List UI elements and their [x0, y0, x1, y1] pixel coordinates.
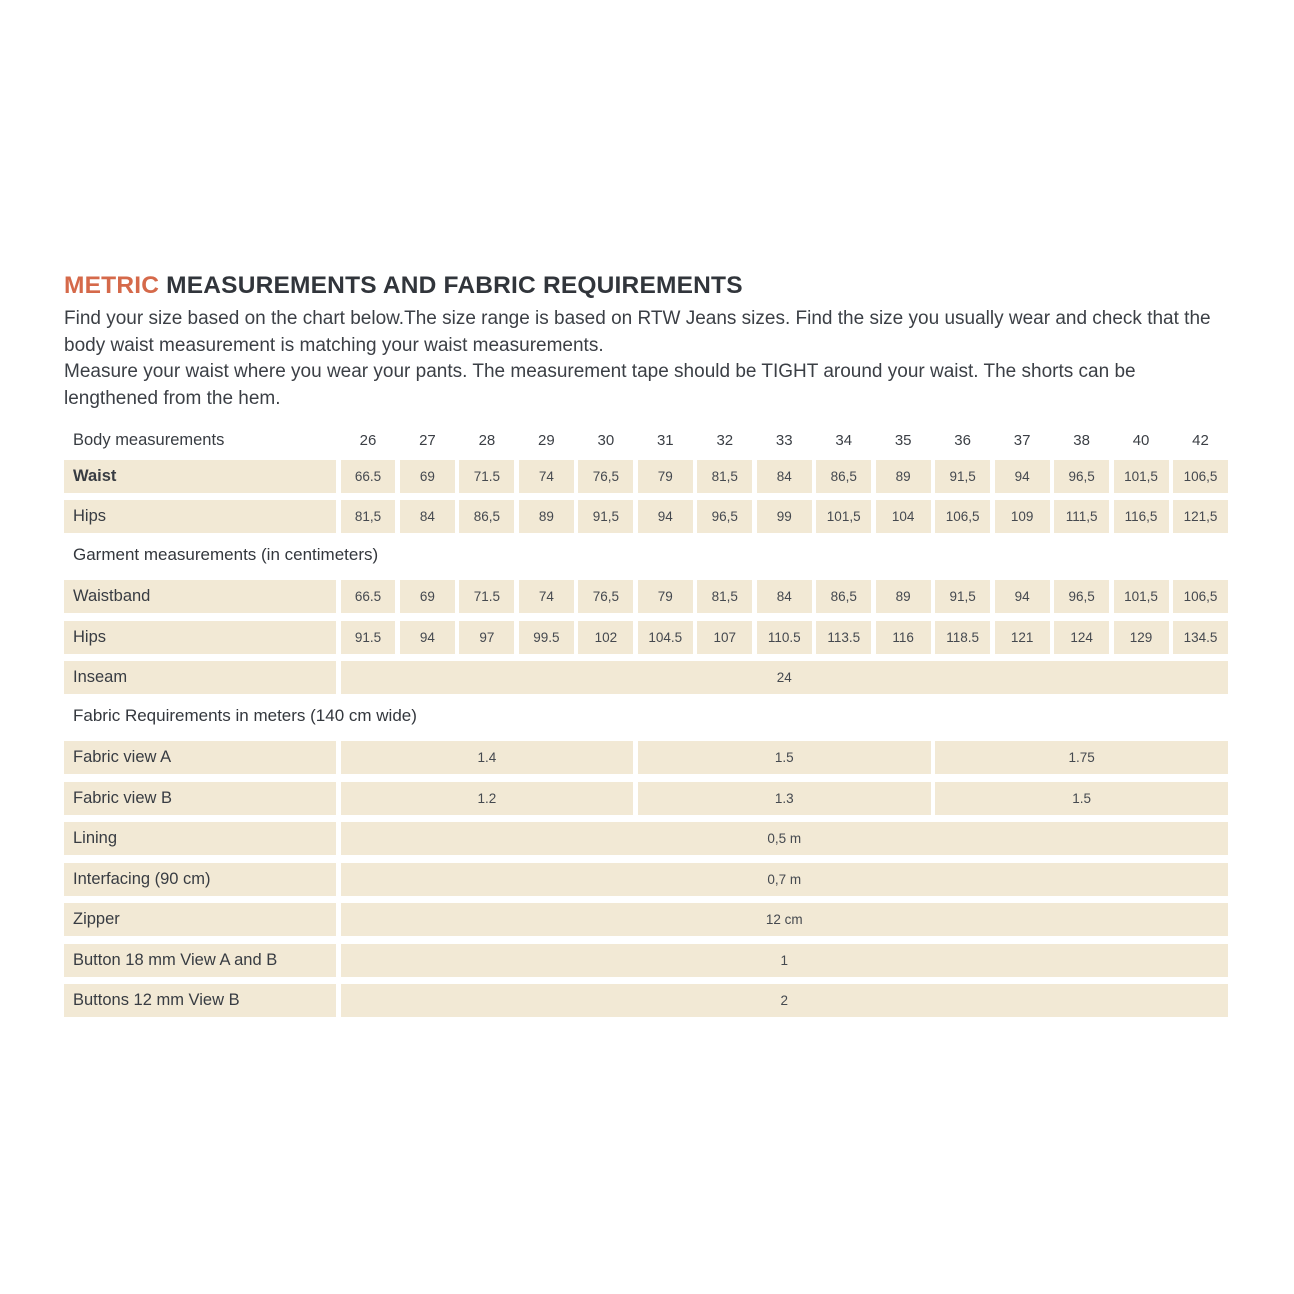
- row-label: Lining: [64, 822, 336, 855]
- table-row: [64, 863, 1228, 896]
- value-cell: 91,5: [578, 500, 633, 533]
- table-row: [64, 741, 1228, 774]
- size-column-header: 31: [656, 432, 674, 450]
- row-label: Hips: [64, 500, 336, 533]
- value-cell: 81,5: [697, 580, 752, 613]
- table-row: [64, 903, 1228, 936]
- value-cell: 89: [876, 460, 931, 493]
- value-cell: 111,5: [1054, 500, 1109, 533]
- row-label: Interfacing (90 cm): [64, 863, 336, 896]
- value-cell: 96,5: [697, 500, 752, 533]
- size-column-header: 40: [1132, 432, 1150, 450]
- value-cell: 79: [638, 580, 693, 613]
- value-cell: 84: [757, 580, 812, 613]
- value-cell: 104: [876, 500, 931, 533]
- page-title-main: MEASUREMENTS AND FABRIC REQUIREMENTS: [159, 272, 743, 299]
- size-column-header: 26: [359, 432, 377, 450]
- value-cell: 106,5: [935, 500, 990, 533]
- value-cell: 134.5: [1173, 621, 1228, 654]
- value-cell: 89: [876, 580, 931, 613]
- value-cell: 81,5: [341, 500, 396, 533]
- span-value-cell: 24: [341, 661, 1229, 694]
- table-row: [64, 460, 1228, 493]
- value-cell: 66.5: [341, 580, 396, 613]
- table-row: [64, 580, 1228, 613]
- value-cell: 69: [400, 460, 455, 493]
- table-row: [64, 661, 1228, 694]
- value-cell: 69: [400, 580, 455, 613]
- value-cell: 89: [519, 500, 574, 533]
- value-cell: 101,5: [1114, 580, 1169, 613]
- value-cell: 116: [876, 621, 931, 654]
- value-cell: 84: [400, 500, 455, 533]
- value-cell: 91.5: [341, 621, 396, 654]
- row-label: Waistband: [64, 580, 336, 613]
- row-label: Body measurements: [73, 431, 225, 450]
- row-label: Buttons 12 mm View B: [64, 984, 336, 1017]
- value-cell: 91,5: [935, 580, 990, 613]
- value-cell: 96,5: [1054, 580, 1109, 613]
- value-cell: 101,5: [1114, 460, 1169, 493]
- size-header-row: [64, 426, 1228, 456]
- measurement-table: [64, 426, 1228, 1018]
- value-cell: 96,5: [1054, 460, 1109, 493]
- size-column-header: 27: [419, 432, 436, 450]
- value-cell: 129: [1114, 621, 1169, 654]
- value-cell: 121,5: [1173, 500, 1228, 533]
- row-label: Waist: [64, 460, 336, 493]
- value-cell: 101,5: [816, 500, 871, 533]
- value-cell: 74: [519, 580, 574, 613]
- size-column-header: 42: [1192, 432, 1209, 450]
- size-column-header: 33: [775, 432, 793, 450]
- table-row: [64, 782, 1228, 815]
- value-cell: 76,5: [578, 460, 633, 493]
- value-cell: 86,5: [816, 460, 871, 493]
- value-cell: 106,5: [1173, 460, 1228, 493]
- intro-paragraph-1: Find your size based on the chart below.The size range is based on RTW Jeans sizes. Find the size you usually wear and check that the body waist measurement is matching your waist measurements.: [64, 308, 1211, 356]
- value-cell: 74: [519, 460, 574, 493]
- value-cell: 99: [757, 500, 812, 533]
- table-row: [64, 621, 1228, 654]
- value-cell: 94: [638, 500, 693, 533]
- group-value-cell: 1.5: [935, 782, 1228, 815]
- value-cell: 104.5: [638, 621, 693, 654]
- value-cell: 66.5: [341, 460, 396, 493]
- page-title: [64, 273, 1228, 299]
- span-value-cell: 1: [341, 944, 1229, 977]
- table-row: [64, 944, 1228, 977]
- section-header: Garment measurements (in centimeters): [73, 545, 379, 565]
- value-cell: 109: [995, 500, 1050, 533]
- value-cell: 94: [995, 580, 1050, 613]
- value-cell: 113.5: [816, 621, 871, 654]
- size-column-header: 35: [894, 432, 912, 450]
- size-column-header: 36: [954, 432, 971, 450]
- value-cell: 124: [1054, 621, 1109, 654]
- intro-paragraph-2: Measure your waist where you wear your pants. The measurement tape should be TIGHT around your waist. The shorts can be lengthened from the hem.: [64, 361, 1136, 410]
- size-column-header: 34: [835, 432, 853, 450]
- table-row: [64, 500, 1228, 533]
- value-cell: 106,5: [1173, 580, 1228, 613]
- row-label: Fabric view A: [64, 741, 336, 774]
- value-cell: 116,5: [1114, 500, 1169, 533]
- value-cell: 97: [459, 621, 514, 654]
- group-value-cell: 1.3: [638, 782, 931, 815]
- row-label: Zipper: [64, 903, 336, 936]
- value-cell: 102: [578, 621, 633, 654]
- row-label: Fabric view B: [64, 782, 336, 815]
- value-cell: 76,5: [578, 580, 633, 613]
- value-cell: 86,5: [459, 500, 514, 533]
- section-header: Fabric Requirements in meters (140 cm wide): [73, 706, 417, 726]
- value-cell: 118.5: [935, 621, 990, 654]
- size-column-header: 30: [597, 432, 615, 450]
- group-value-cell: 1.4: [341, 741, 634, 774]
- value-cell: 84: [757, 460, 812, 493]
- value-cell: 99.5: [519, 621, 574, 654]
- value-cell: 107: [697, 621, 752, 654]
- size-column-header: 28: [478, 432, 496, 450]
- size-column-header: 32: [716, 432, 734, 450]
- value-cell: 94: [400, 621, 455, 654]
- value-cell: 71.5: [459, 580, 514, 613]
- span-value-cell: 0,7 m: [341, 863, 1229, 896]
- span-value-cell: 0,5 m: [341, 822, 1229, 855]
- span-value-cell: 2: [341, 984, 1229, 1017]
- value-cell: 121: [995, 621, 1050, 654]
- value-cell: 81,5: [697, 460, 752, 493]
- group-value-cell: 1.75: [935, 741, 1228, 774]
- value-cell: 94: [995, 460, 1050, 493]
- table-row: [64, 984, 1228, 1017]
- row-label: Hips: [64, 621, 336, 654]
- value-cell: 71.5: [459, 460, 514, 493]
- row-label: Button 18 mm View A and B: [64, 944, 336, 977]
- table-row: [64, 822, 1228, 855]
- size-column-header: 38: [1073, 432, 1090, 450]
- value-cell: 110.5: [757, 621, 812, 654]
- group-value-cell: 1.5: [638, 741, 931, 774]
- page-title-accent: METRIC: [64, 272, 160, 299]
- value-cell: 79: [638, 460, 693, 493]
- size-column-header: 37: [1013, 432, 1031, 450]
- group-value-cell: 1.2: [341, 782, 634, 815]
- value-cell: 86,5: [816, 580, 871, 613]
- span-value-cell: 12 cm: [341, 903, 1229, 936]
- value-cell: 91,5: [935, 460, 990, 493]
- size-column-header: 29: [538, 432, 555, 450]
- row-label: Inseam: [64, 661, 336, 694]
